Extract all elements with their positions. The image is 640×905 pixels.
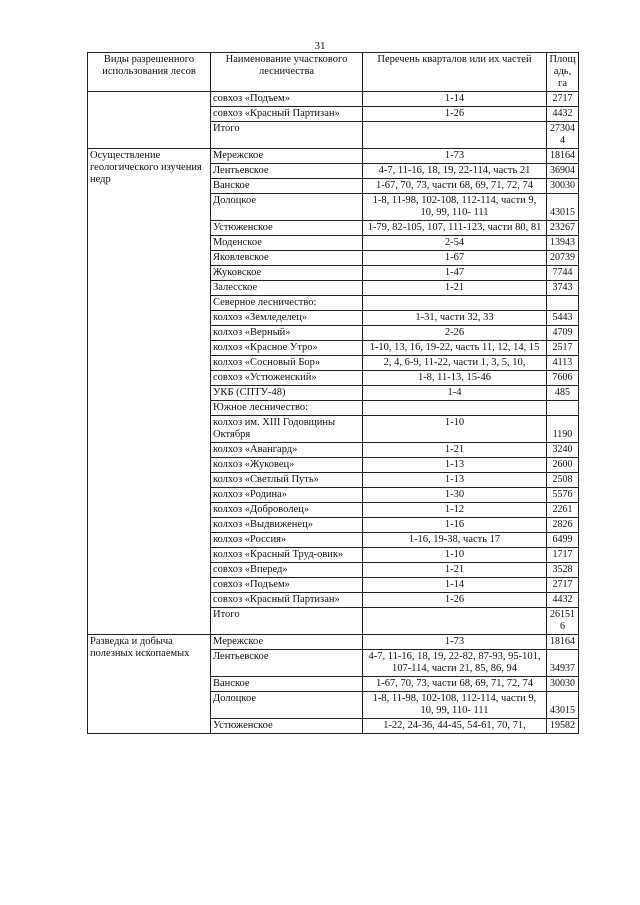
area-cell: 3240 <box>547 443 579 458</box>
district-cell: совхоз «Подъем» <box>211 92 363 107</box>
use-type-cell <box>88 92 211 149</box>
area-cell: 2508 <box>547 473 579 488</box>
area-cell: 485 <box>547 386 579 401</box>
area-cell: 1190 <box>547 416 579 443</box>
header-use-type: Виды разрешенного использования лесов <box>88 53 211 92</box>
area-cell: 36904 <box>547 164 579 179</box>
district-cell: УКБ (СПТУ-48) <box>211 386 363 401</box>
district-cell: Лентьевское <box>211 164 363 179</box>
area-cell <box>547 401 579 416</box>
table-row <box>88 149 579 164</box>
blocks-cell <box>363 296 547 311</box>
use-type-cell: Осуществление геологического изучения недр <box>88 149 211 635</box>
district-cell: колхоз «Верный» <box>211 326 363 341</box>
blocks-cell: 1-4 <box>363 386 547 401</box>
area-cell: 7744 <box>547 266 579 281</box>
table-header-row <box>88 53 579 92</box>
district-cell: совхоз «Красный Партизан» <box>211 593 363 608</box>
blocks-cell: 1-73 <box>363 149 547 164</box>
blocks-cell: 1-8, 11-98, 102-108, 112-114, части 9, 10, 99, 110- 111 <box>363 692 547 719</box>
district-cell: Южное лесничество: <box>211 401 363 416</box>
header-district: Наименование участкового лесничества <box>211 53 363 92</box>
district-cell: колхоз «Земледелец» <box>211 311 363 326</box>
area-cell: 5443 <box>547 311 579 326</box>
area-cell: 30030 <box>547 179 579 194</box>
blocks-cell: 1-10, 13, 16, 19-22, часть 11, 12, 14, 15 <box>363 341 547 356</box>
area-cell: 1717 <box>547 548 579 563</box>
area-cell: 2826 <box>547 518 579 533</box>
area-cell: 34937 <box>547 650 579 677</box>
blocks-cell: 1-21 <box>363 563 547 578</box>
district-cell: Северное лесничество: <box>211 296 363 311</box>
area-cell <box>547 296 579 311</box>
blocks-cell: 1-8, 11-13, 15-46 <box>363 371 547 386</box>
area-cell: 19582 <box>547 719 579 734</box>
blocks-cell <box>363 122 547 149</box>
area-cell: 2600 <box>547 458 579 473</box>
area-cell: 6499 <box>547 533 579 548</box>
area-cell: 23267 <box>547 221 579 236</box>
blocks-cell: 1-26 <box>363 593 547 608</box>
blocks-cell: 1-14 <box>363 92 547 107</box>
area-cell: 3743 <box>547 281 579 296</box>
blocks-cell <box>363 608 547 635</box>
area-cell: 2717 <box>547 92 579 107</box>
district-cell: совхоз «Устюженский» <box>211 371 363 386</box>
district-cell: Ванское <box>211 677 363 692</box>
area-cell: 5576 <box>547 488 579 503</box>
blocks-cell: 1-31, части 32, 33 <box>363 311 547 326</box>
area-cell: 261516 <box>547 608 579 635</box>
district-cell: совхоз «Красный Партизан» <box>211 107 363 122</box>
district-cell: Залесское <box>211 281 363 296</box>
page-number: 31 <box>314 40 326 52</box>
district-cell: совхоз «Вперед» <box>211 563 363 578</box>
district-cell: колхоз «Доброволец» <box>211 503 363 518</box>
area-cell: 3528 <box>547 563 579 578</box>
district-cell: Мережское <box>211 149 363 164</box>
district-cell: колхоз «Жуковец» <box>211 458 363 473</box>
blocks-cell: 2, 4, 6-9, 11-22, части 1, 3, 5, 10, <box>363 356 547 371</box>
blocks-cell: 1-13 <box>363 458 547 473</box>
blocks-cell: 1-16 <box>363 518 547 533</box>
blocks-cell: 1-73 <box>363 635 547 650</box>
district-cell: колхоз им. XIII Годовщины Октября <box>211 416 363 443</box>
area-cell: 2717 <box>547 578 579 593</box>
district-cell: Мережское <box>211 635 363 650</box>
area-cell: 2261 <box>547 503 579 518</box>
area-cell: 4113 <box>547 356 579 371</box>
area-cell: 43015 <box>547 194 579 221</box>
forest-use-table <box>87 52 579 734</box>
district-cell: Жуковское <box>211 266 363 281</box>
area-cell: 43015 <box>547 692 579 719</box>
district-cell: колхоз «Выдвиженец» <box>211 518 363 533</box>
blocks-cell: 4-7, 11-16, 18, 19, 22-114, часть 21 <box>363 164 547 179</box>
district-cell: колхоз «Красное Утро» <box>211 341 363 356</box>
district-cell: Долоцкое <box>211 194 363 221</box>
header-area: Площадь, га <box>547 53 579 92</box>
blocks-cell: 1-21 <box>363 443 547 458</box>
blocks-cell: 2-26 <box>363 326 547 341</box>
district-cell: Лентьевское <box>211 650 363 677</box>
blocks-cell: 1-21 <box>363 281 547 296</box>
district-cell: Моденское <box>211 236 363 251</box>
blocks-cell: 1-13 <box>363 473 547 488</box>
blocks-cell: 1-12 <box>363 503 547 518</box>
district-cell: колхоз «Красный Труд-овик» <box>211 548 363 563</box>
district-cell: Итого <box>211 122 363 149</box>
area-cell: 4709 <box>547 326 579 341</box>
district-cell: Устюженское <box>211 221 363 236</box>
blocks-cell: 2-54 <box>363 236 547 251</box>
district-cell: Итого <box>211 608 363 635</box>
area-cell: 4432 <box>547 593 579 608</box>
use-type-cell: Разведка и добыча полезных ископаемых <box>88 635 211 734</box>
area-cell: 18164 <box>547 149 579 164</box>
table-row <box>88 635 579 650</box>
district-cell: Яковлевское <box>211 251 363 266</box>
blocks-cell: 1-22, 24-36, 44-45, 54-61, 70, 71, <box>363 719 547 734</box>
blocks-cell: 1-10 <box>363 548 547 563</box>
blocks-cell: 1-26 <box>363 107 547 122</box>
blocks-cell: 4-7, 11-16, 18, 19, 22-82, 87-93, 95-101, 107-114, части 21, 85, 86, 94 <box>363 650 547 677</box>
blocks-cell: 1-67 <box>363 251 547 266</box>
district-cell: совхоз «Подъем» <box>211 578 363 593</box>
district-cell: колхоз «Сосновый Бор» <box>211 356 363 371</box>
blocks-cell: 1-30 <box>363 488 547 503</box>
area-cell: 13943 <box>547 236 579 251</box>
area-cell: 30030 <box>547 677 579 692</box>
table-row <box>88 92 579 107</box>
blocks-cell: 1-8, 11-98, 102-108, 112-114, части 9, 10, 99, 110- 111 <box>363 194 547 221</box>
district-cell: колхоз «Светлый Путь» <box>211 473 363 488</box>
blocks-cell: 1-16, 19-38, часть 17 <box>363 533 547 548</box>
district-cell: Долоцкое <box>211 692 363 719</box>
header-blocks: Перечень кварталов или их частей <box>363 53 547 92</box>
area-cell: 2517 <box>547 341 579 356</box>
district-cell: Устюженское <box>211 719 363 734</box>
area-cell: 7606 <box>547 371 579 386</box>
district-cell: колхоз «Авангард» <box>211 443 363 458</box>
blocks-cell: 1-47 <box>363 266 547 281</box>
blocks-cell: 1-79, 82-105, 107, 111-123, части 80, 81 <box>363 221 547 236</box>
blocks-cell: 1-14 <box>363 578 547 593</box>
district-cell: Ванское <box>211 179 363 194</box>
blocks-cell <box>363 401 547 416</box>
district-cell: колхоз «Россия» <box>211 533 363 548</box>
area-cell: 273044 <box>547 122 579 149</box>
district-cell: колхоз «Родина» <box>211 488 363 503</box>
blocks-cell: 1-10 <box>363 416 547 443</box>
area-cell: 18164 <box>547 635 579 650</box>
area-cell: 20739 <box>547 251 579 266</box>
area-cell: 4432 <box>547 107 579 122</box>
blocks-cell: 1-67, 70, 73, части 68, 69, 71, 72, 74 <box>363 179 547 194</box>
blocks-cell: 1-67, 70, 73, части 68, 69, 71, 72, 74 <box>363 677 547 692</box>
